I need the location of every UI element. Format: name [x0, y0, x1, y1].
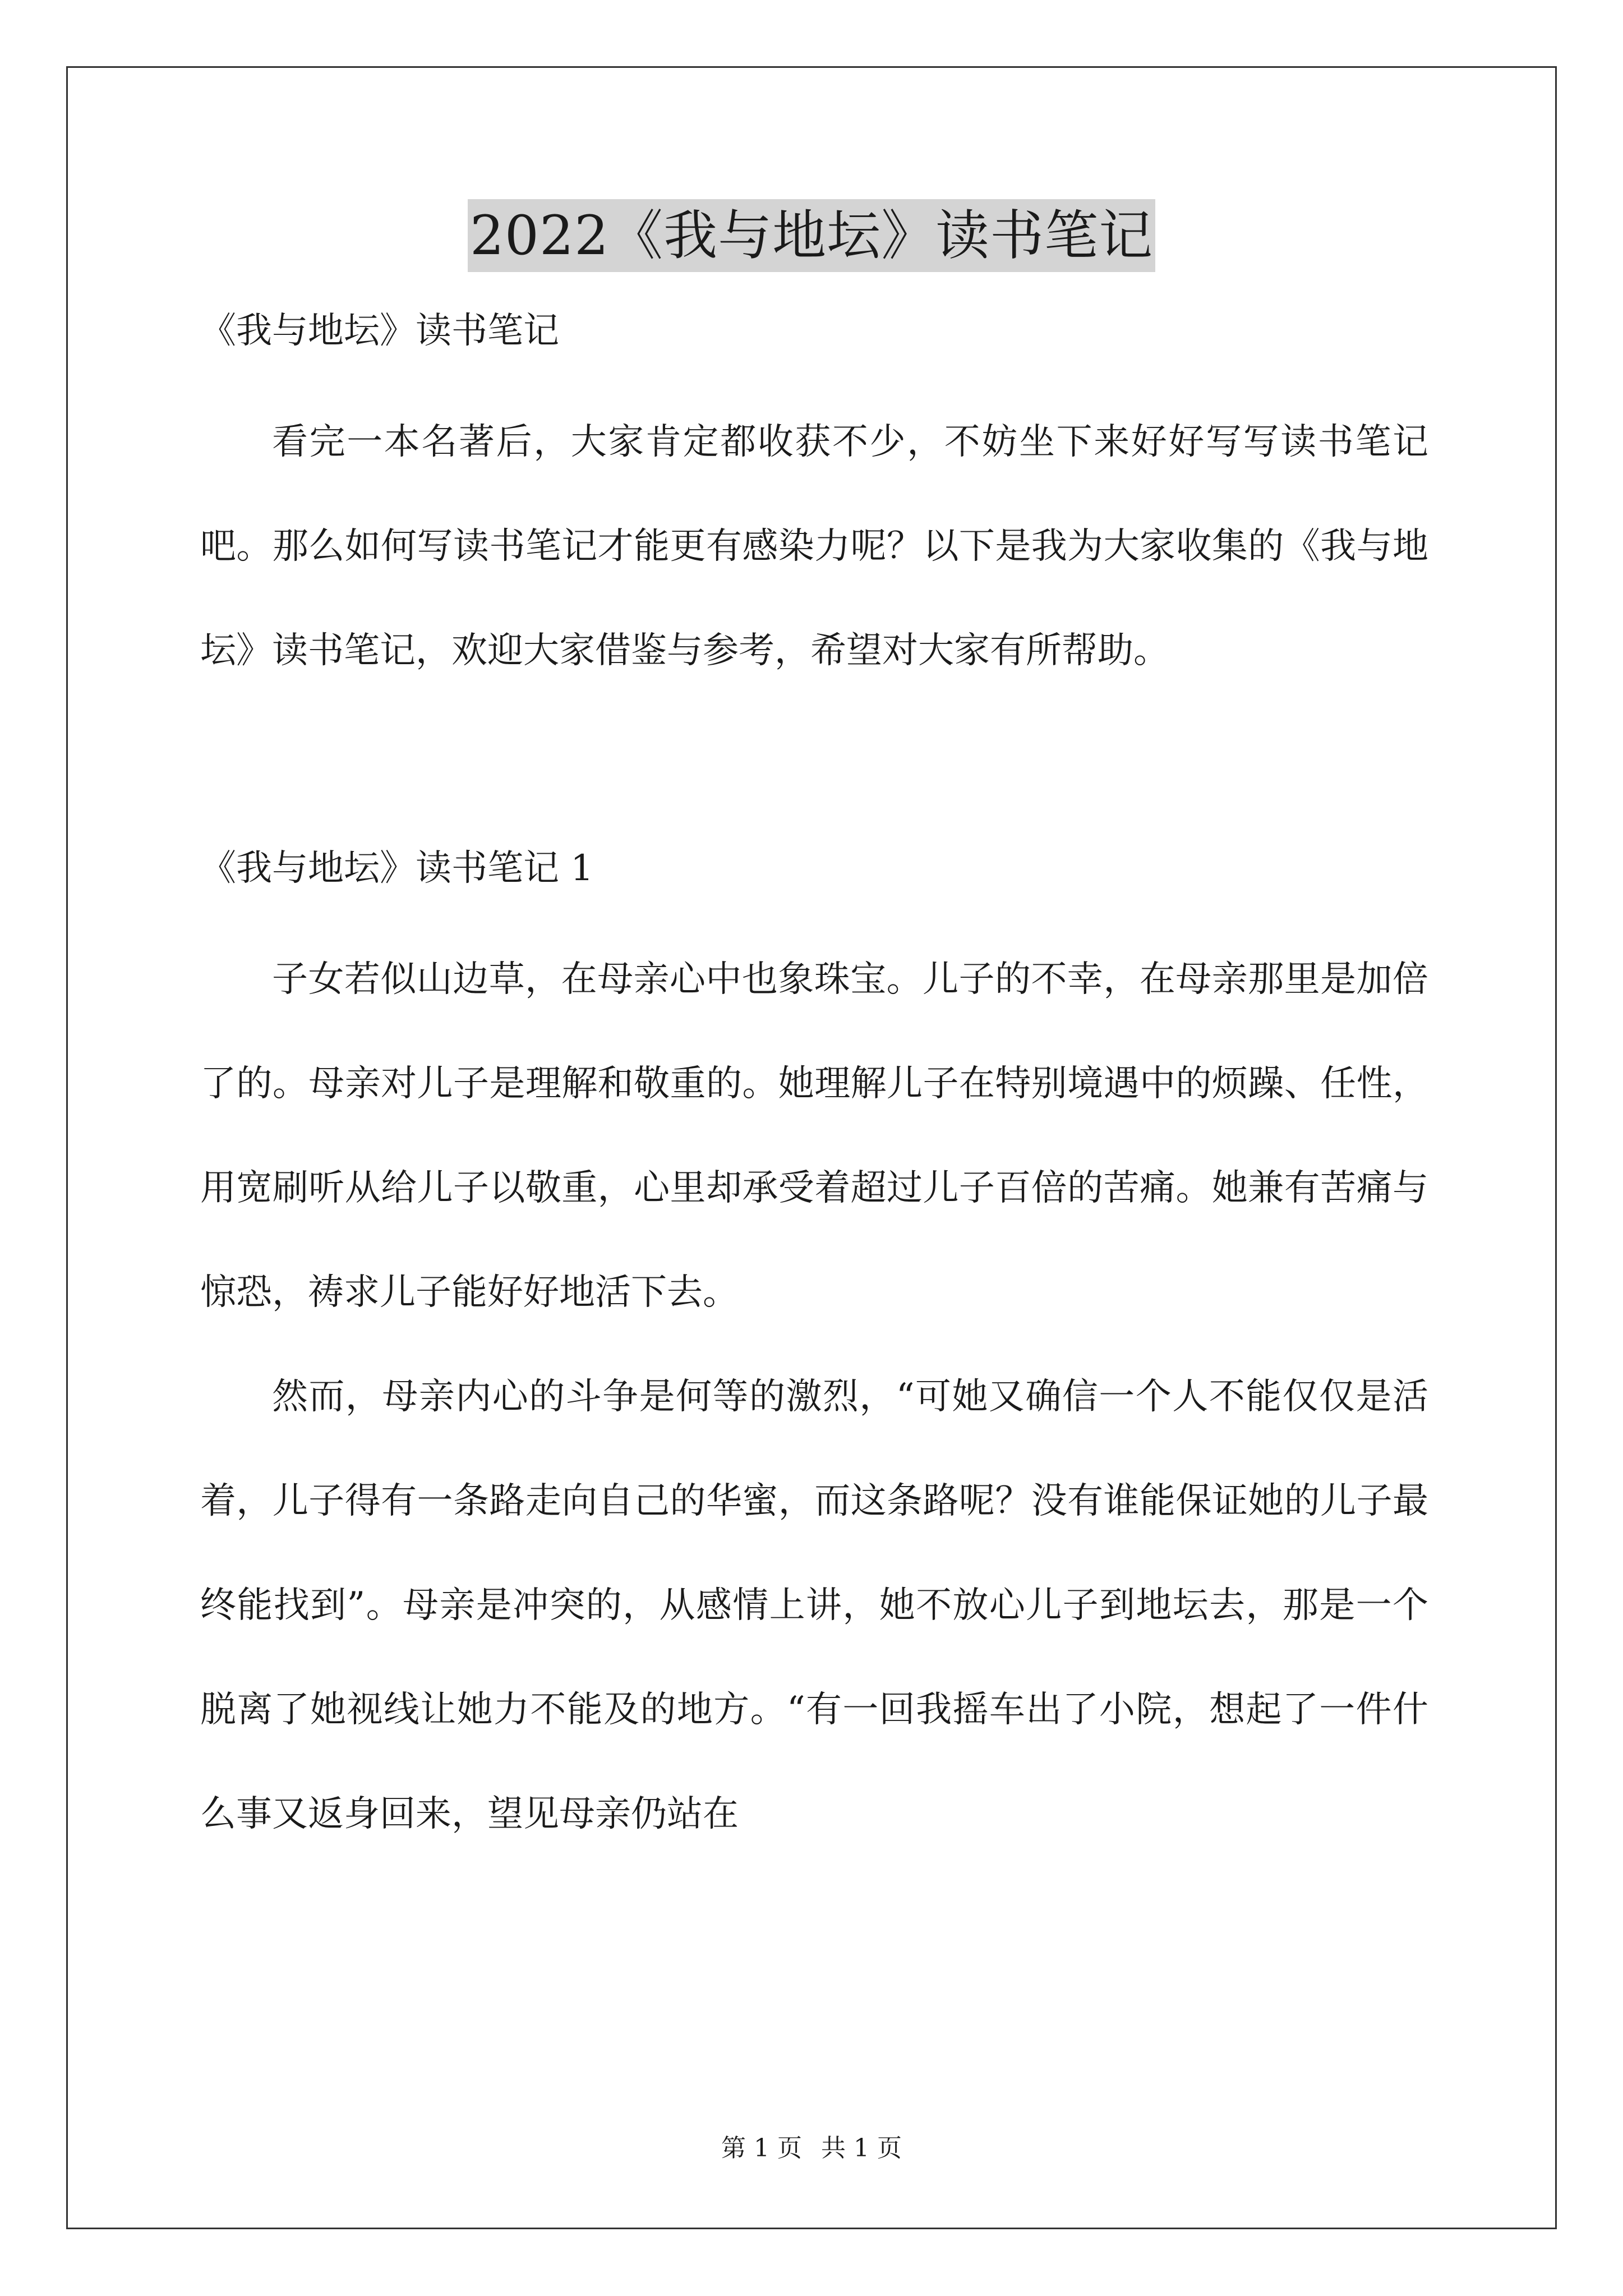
page-footer: [0, 2132, 1623, 2165]
title-container: [0, 199, 1623, 272]
section-heading: 《我与地坛》读书笔记 1: [200, 848, 594, 889]
document-title: 2022《我与地坛》读书笔记: [468, 199, 1155, 272]
section-paragraph: 然而，母亲内心的斗争是何等的激烈，“可她又确信一个人不能仅仅是活着，儿子得有一条路走向自己的华蜜，而这条路呢？没有谁能保证她的儿子最终能找到”。母亲是冲突的，从感情上讲，她不放心儿子到地坛去，那是一个脱离了她视线让她力不能及的地方。“有一回我摇车出了小院，想起了一件什么事又返身回来，望见母亲仍站在: [200, 1376, 1428, 1835]
intro-paragraph: 看完一本名著后，大家肯定都收获不少，不妨坐下来好好写写读书笔记吧。那么如何写读书笔记才能更有感染力呢？以下是我为大家收集的《我与地坛》读书笔记，欢迎大家借鉴与参考，希望对大家有所帮助。: [200, 421, 1428, 671]
intro-heading: 《我与地坛》读书笔记: [200, 310, 559, 352]
page-total: 共 1 页: [821, 2134, 902, 2162]
page-number: 第 1 页: [721, 2134, 802, 2162]
document-body: [200, 306, 1428, 1866]
section-paragraph: 子女若似山边草，在母亲心中也象珠宝。儿子的不幸，在母亲那里是加倍了的。母亲对儿子是理解和敬重的。她理解儿子在特别境遇中的烦躁、任性，用宽刷听从给儿子以敬重，心里却承受着超过儿子百倍的苦痛。她兼有苦痛与惊恐，祷求儿子能好好地活下去。: [200, 959, 1428, 1313]
